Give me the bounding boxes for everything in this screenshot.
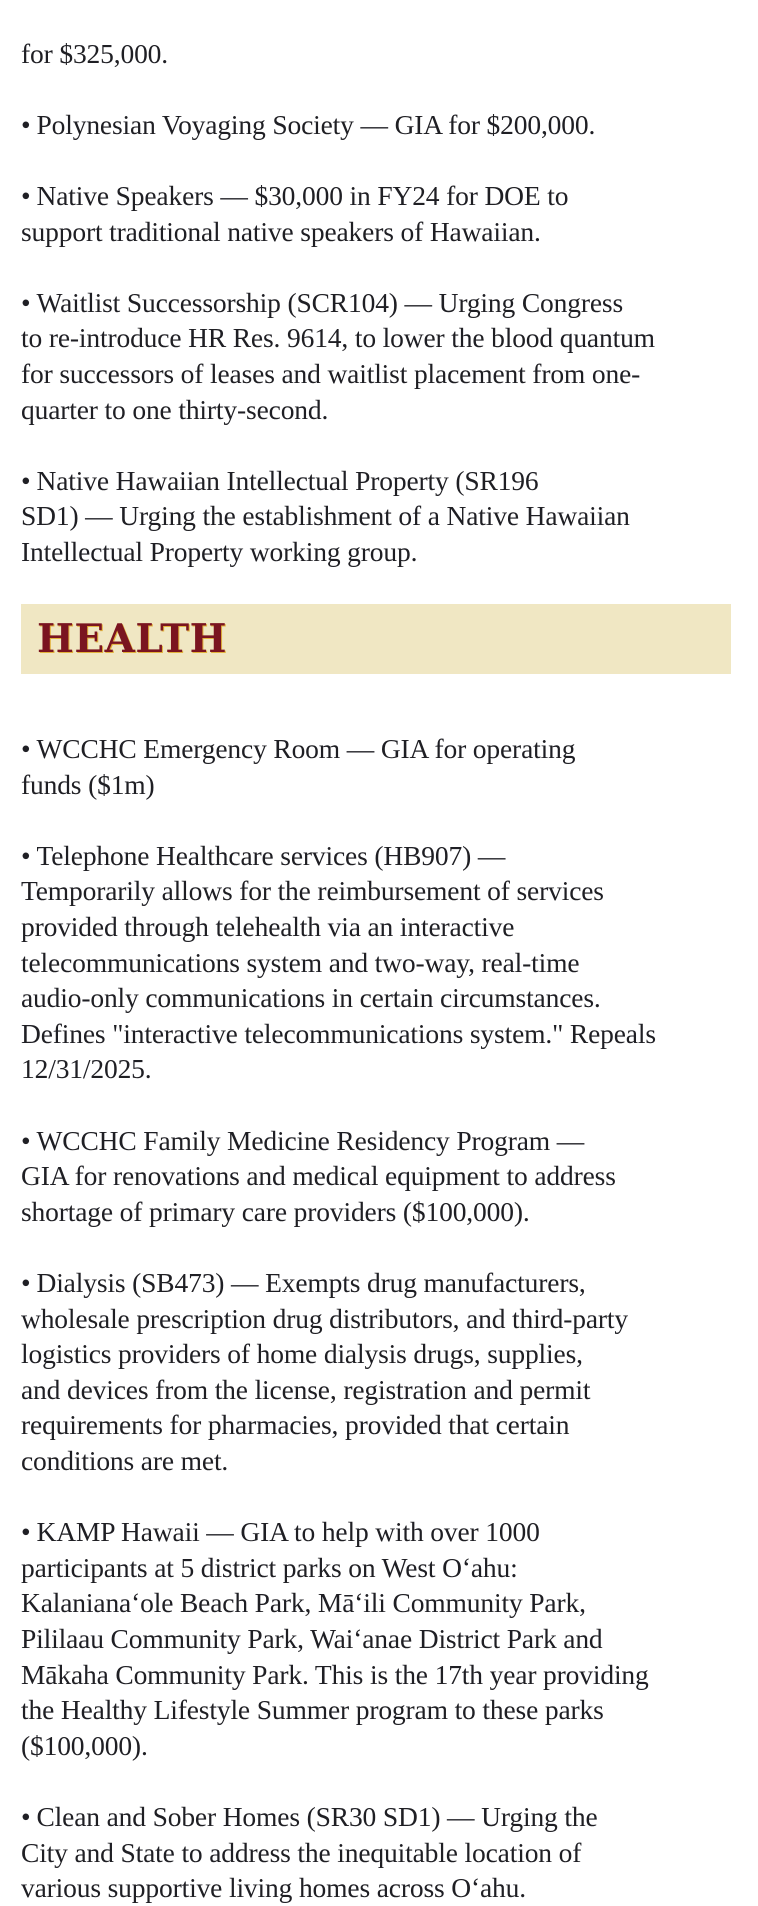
item-text: Native Speakers — $30,000 in FY24 for DOE to support traditional native speakers of Hawaiian. xyxy=(21,179,569,247)
bullet-icon: • xyxy=(21,179,31,211)
list-item xyxy=(21,427,733,569)
section-title: HEALTH xyxy=(37,615,227,662)
list-item xyxy=(21,802,733,1087)
list-item xyxy=(21,1229,733,1478)
bullet-icon: • xyxy=(21,108,31,140)
bullet-icon: • xyxy=(21,1124,31,1156)
bullet-icon: • xyxy=(21,839,31,871)
bullet-icon: • xyxy=(21,1800,31,1832)
item-text: Clean and Sober Homes (SR30 SD1) — Urging the City and State to address the inequitable location of various supportive living homes across Oʻahu. xyxy=(21,1800,598,1904)
bullet-icon: • xyxy=(21,286,31,318)
item-text: WCCHC Family Medicine Residency Program — GIA for renovations and medical equipment to address shortage of primary care providers ($100,000). xyxy=(21,1124,616,1227)
item-text: WCCHC Emergency Room — GIA for operating funds ($1m) xyxy=(21,733,576,800)
item-text: Dialysis (SB473) — Exempts drug manufacturers, wholesale prescription drug distributors, and third-party logistics providers of home dialysis drugs, supplies, and devices from the license, registration and permit requirements for pharmacies, provided that certain conditions are met. xyxy=(21,1267,629,1476)
list-item xyxy=(21,1087,733,1229)
item-text: for $325,000. xyxy=(21,37,168,69)
bullet-icon: • xyxy=(21,464,31,496)
bullet-icon: • xyxy=(21,1516,31,1548)
bullet-icon: • xyxy=(21,733,31,765)
top-list xyxy=(21,0,733,570)
list-item xyxy=(21,696,733,803)
item-text: Native Hawaiian Intellectual Property (SR196 SD1) — Urging the establishment of a Native Hawaiian Intellectual Property working group. xyxy=(21,464,630,567)
list-item xyxy=(21,142,733,249)
item-text: Waitlist Successorship (SCR104) — Urging Congress to re-introduce HR Res. 9614, to lower the blood quantum for successors of leases and waitlist placement from one- quarter to one thirty-second. xyxy=(21,286,655,425)
health-list xyxy=(21,696,733,1906)
list-item xyxy=(21,249,733,427)
list-item xyxy=(21,71,733,142)
section-heading-band xyxy=(21,604,731,674)
text-column xyxy=(21,0,733,1906)
item-text: Telephone Healthcare services (HB907) — Temporarily allows for the reimbursement of services provided through telehealth via an interactive telecommunications system and two-way, real-time audio-only communications in certain circumstances. Defines "interactive telecommunications system." Repeals 12/31/2025. xyxy=(21,839,656,1085)
item-text: Polynesian Voyaging Society — GIA for $200,000. xyxy=(36,108,596,140)
item-text: KAMP Hawaii — GIA to help with over 1000 participants at 5 district parks on West Oʻahu: Kalanianaʻole Beach Park, Māʻili Community Park, Pililaau Community Park, Waiʻanae District Park and Mākaha Community Park. This is the 17th year providing the Healthy Lifestyle Summer program to these parks ($100,000). xyxy=(21,1516,649,1761)
list-item xyxy=(21,1763,733,1905)
list-item xyxy=(21,0,733,71)
list-item xyxy=(21,1479,733,1764)
bullet-icon: • xyxy=(21,1267,31,1298)
